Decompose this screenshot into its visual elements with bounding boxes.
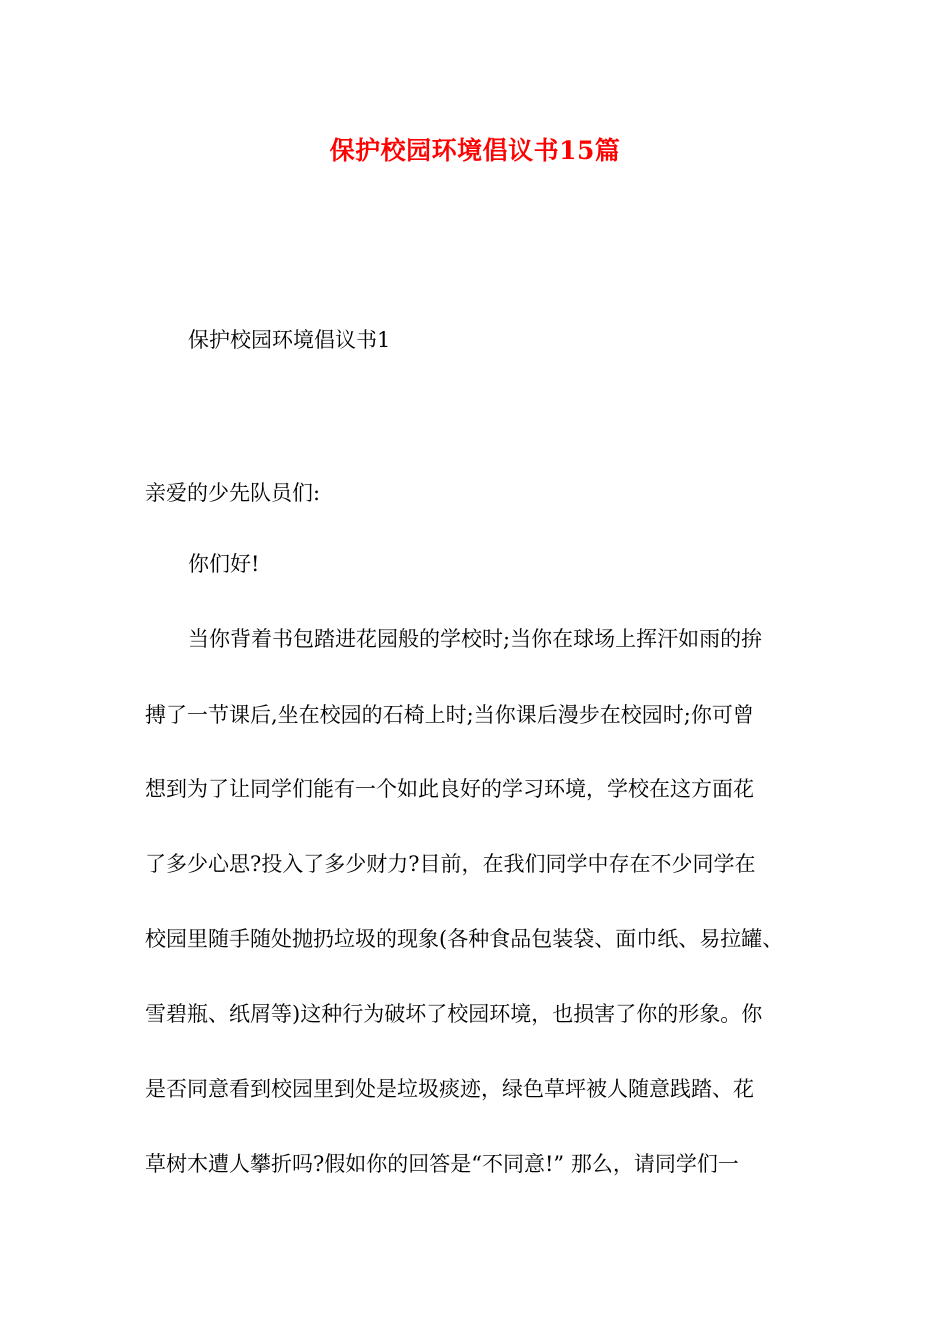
paragraph-line: 当你背着书包踏进花园般的学校时;当你在球场上挥汗如雨的拚 <box>188 627 763 651</box>
paragraph-line: 校园里随手随处抛扔垃圾的现象(各种食品包装袋、面巾纸、易拉罐、 <box>145 927 784 951</box>
paragraph-line: 了多少心思?投入了多少财力?目前，在我们同学中存在不少同学在 <box>145 852 756 876</box>
salutation: 亲爱的少先队员们: <box>145 481 321 505</box>
section-heading: 保护校园环境倡议书1 <box>188 328 391 352</box>
paragraph-line: 搏了一节课后,坐在校园的石椅上时;当你课后漫步在校园时;你可曾 <box>145 703 754 727</box>
document-title: 保护校园环境倡议书15篇 <box>329 136 621 165</box>
paragraph-line: 是否同意看到校园里到处是垃圾痰迹，绿色草坪被人随意践踏、花 <box>145 1077 754 1101</box>
greeting: 你们好! <box>188 552 260 576</box>
paragraph-line: 草树木遭人攀折吗?假如你的回答是“不同意!” 那么，请同学们一 <box>145 1152 739 1176</box>
paragraph-line: 想到为了让同学们能有一个如此良好的学习环境，学校在这方面花 <box>145 777 754 801</box>
paragraph-line: 雪碧瓶、纸屑等)这种行为破坏了校园环境，也损害了你的形象。你 <box>145 1002 763 1026</box>
